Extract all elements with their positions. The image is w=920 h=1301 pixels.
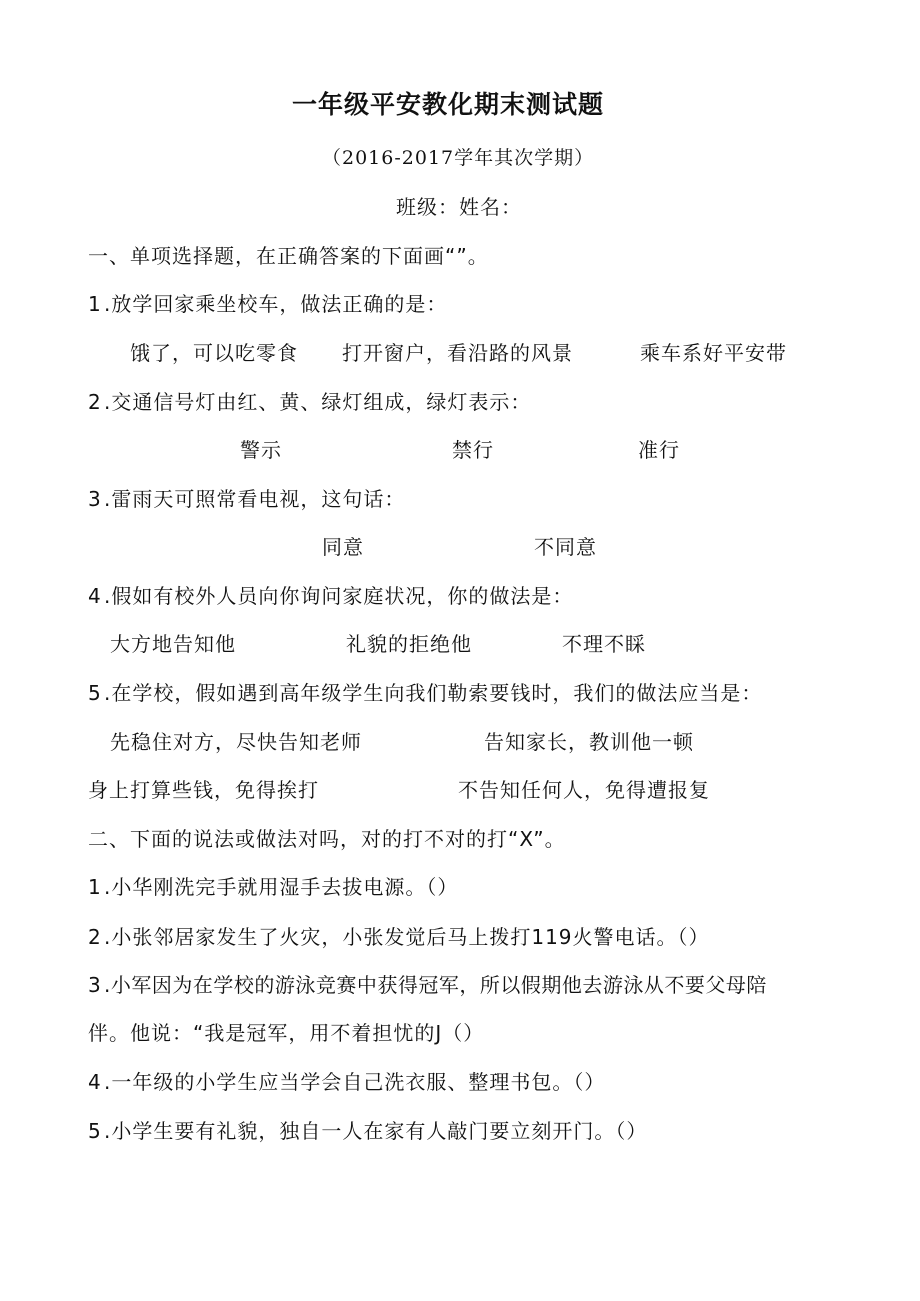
question-text[interactable]: .小张邻居家发生了火灾，小张发觉后马上拨打119火警电话。（） <box>104 925 710 949</box>
option-b[interactable]: 不同意 <box>534 535 597 559</box>
option-c[interactable]: 不理不睬 <box>562 632 646 656</box>
section-1-heading: 一、单项选择题，在正确答案的下面画“”。 <box>88 244 489 268</box>
question-number: 2 <box>88 390 102 414</box>
question-text: .假如有校外人员向你询问家庭状况，你的做法是： <box>104 584 574 608</box>
question-text: .放学回家乘坐校车，做法正确的是： <box>104 292 448 316</box>
question-text: .雷雨天可照常看电视，这句话： <box>104 487 406 511</box>
question-number: 3 <box>88 487 102 511</box>
option-b[interactable]: 告知家长，教训他一顿 <box>484 730 694 754</box>
section-2-heading: 二、下面的说法或做法对吗，对的打不对的打“X”。 <box>88 827 566 851</box>
question-number: 3 <box>88 973 102 997</box>
question-number: 5 <box>88 681 102 705</box>
option-a[interactable]: 警示 <box>240 438 282 462</box>
option-d[interactable]: 不告知任何人，免得遭报复 <box>458 778 710 802</box>
option-b[interactable]: 礼貌的拒绝他 <box>346 632 472 656</box>
question-text[interactable]: .小学生要有礼貌，独自一人在家有人敲门要立刻开门。（） <box>104 1119 648 1143</box>
option-c[interactable]: 身上打算些钱，免得挨打 <box>88 778 319 802</box>
question-text[interactable]: .一年级的小学生应当学会自己洗衣服、整理书包。（） <box>104 1070 606 1094</box>
option-b[interactable]: 打开窗户，看沿路的风景 <box>342 341 573 365</box>
option-b[interactable]: 禁行 <box>452 438 494 462</box>
question-text-continuation[interactable]: 伴。他说：“我是冠军，用不着担忧的J（） <box>88 1021 485 1045</box>
question-text: .在学校，假如遇到高年级学生向我们勒索要钱时，我们的做法应当是： <box>104 681 763 705</box>
question-number: 5 <box>88 1119 102 1143</box>
class-name-line: 班级：姓名： <box>396 195 522 219</box>
option-a[interactable]: 饿了，可以吃零食 <box>130 341 298 365</box>
option-a[interactable]: 大方地告知他 <box>110 632 236 656</box>
question-number: 1 <box>88 292 102 316</box>
question-text: .交通信号灯由红、黄、绿灯组成，绿灯表示： <box>104 390 532 414</box>
option-a[interactable]: 同意 <box>322 535 364 559</box>
page-subtitle: （2016-2017学年其次学期） <box>322 147 595 169</box>
question-text[interactable]: .小华刚洗完手就用湿手去拔电源。（） <box>104 875 459 899</box>
option-c[interactable]: 准行 <box>638 438 680 462</box>
question-text: .小军因为在学校的游泳竞赛中获得冠军，所以假期他去游泳从不要父母陪 <box>104 973 767 997</box>
question-number: 1 <box>88 875 102 899</box>
question-number: 4 <box>88 584 102 608</box>
option-c[interactable]: 乘车系好平安带 <box>640 341 787 365</box>
page-title: 一年级平安教化期末测试题 <box>292 90 605 119</box>
question-number: 2 <box>88 925 102 949</box>
question-number: 4 <box>88 1070 102 1094</box>
option-a[interactable]: 先稳住对方，尽快告知老师 <box>110 730 362 754</box>
